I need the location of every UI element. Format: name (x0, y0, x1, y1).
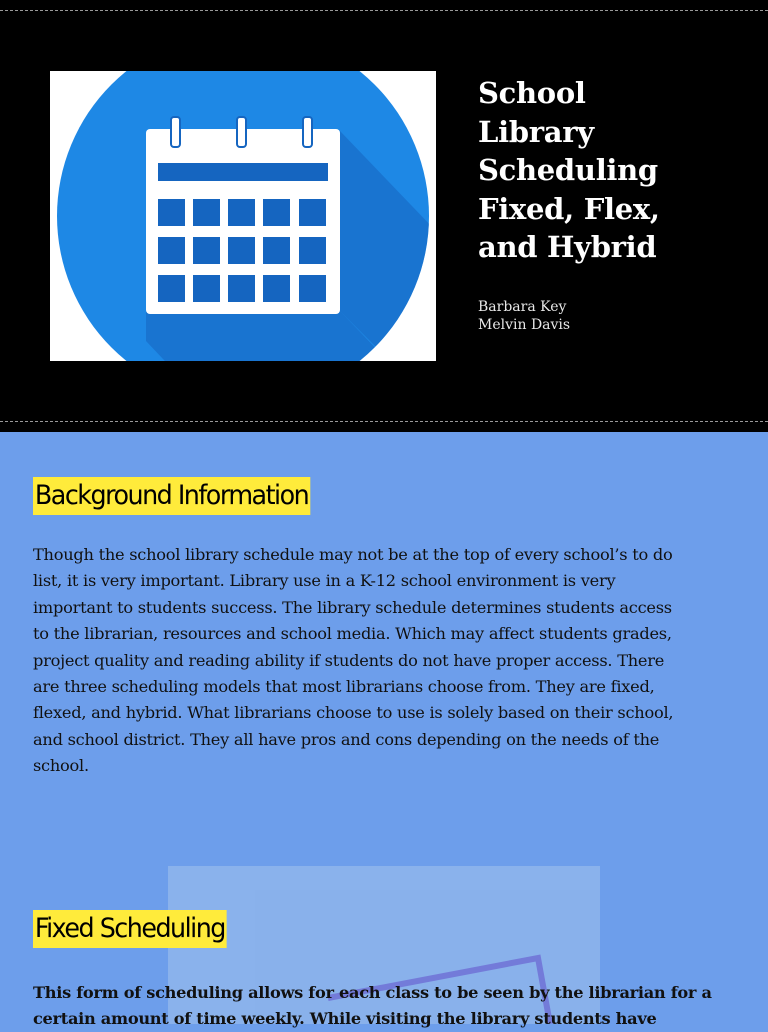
fixed-scheduling-heading: Fixed Scheduling (33, 910, 227, 948)
paragraph-line: important to students success. The library schedule determines students access (33, 597, 672, 617)
paragraph-line: project quality and reading ability if students do not have proper access. There (33, 650, 665, 670)
title-slide (0, 0, 768, 432)
paragraph-line: school. (33, 756, 89, 776)
title-line: Library (478, 114, 594, 149)
title-line: School (478, 76, 586, 110)
calendar-image (50, 71, 436, 361)
title-line: Scheduling (478, 153, 658, 187)
paragraph-line: This form of scheduling allows for each class to be seen by the librarian for a (33, 983, 712, 1002)
author-list (478, 298, 570, 334)
paragraph-line: list, it is very important. Library use in a K-12 school environment is very (33, 571, 616, 591)
author-name: Melvin Davis (478, 317, 571, 333)
paragraph-line: Though the school library schedule may not be at the top of every school’s to do (33, 545, 673, 564)
author-name: Barbara Key (478, 299, 567, 315)
fixed-scheduling-paragraph (33, 980, 733, 1032)
paragraph-line: are three scheduling models that most librarians choose from. They are fixed, (33, 677, 655, 697)
background-heading: Background Information (33, 477, 310, 515)
paragraph-line: flexed, and hybrid. What librarians choose to use is solely based on their school, (33, 703, 674, 723)
presentation-title (478, 74, 748, 267)
paragraph-line: and school district. They all have pros and cons depending on the needs of the (33, 729, 660, 749)
calendar-icon (50, 71, 436, 361)
slide-divider-bottom (0, 421, 768, 422)
title-line: Fixed, Flex, (478, 191, 660, 226)
background-paragraph (33, 542, 733, 780)
paragraph-line: certain amount of time weekly. While visiting the library students have (33, 1009, 657, 1028)
paragraph-line: to the librarian, resources and school media. Which may affect students grades, (33, 624, 672, 644)
slide-divider-top (0, 10, 768, 11)
title-line: and Hybrid (478, 230, 657, 264)
